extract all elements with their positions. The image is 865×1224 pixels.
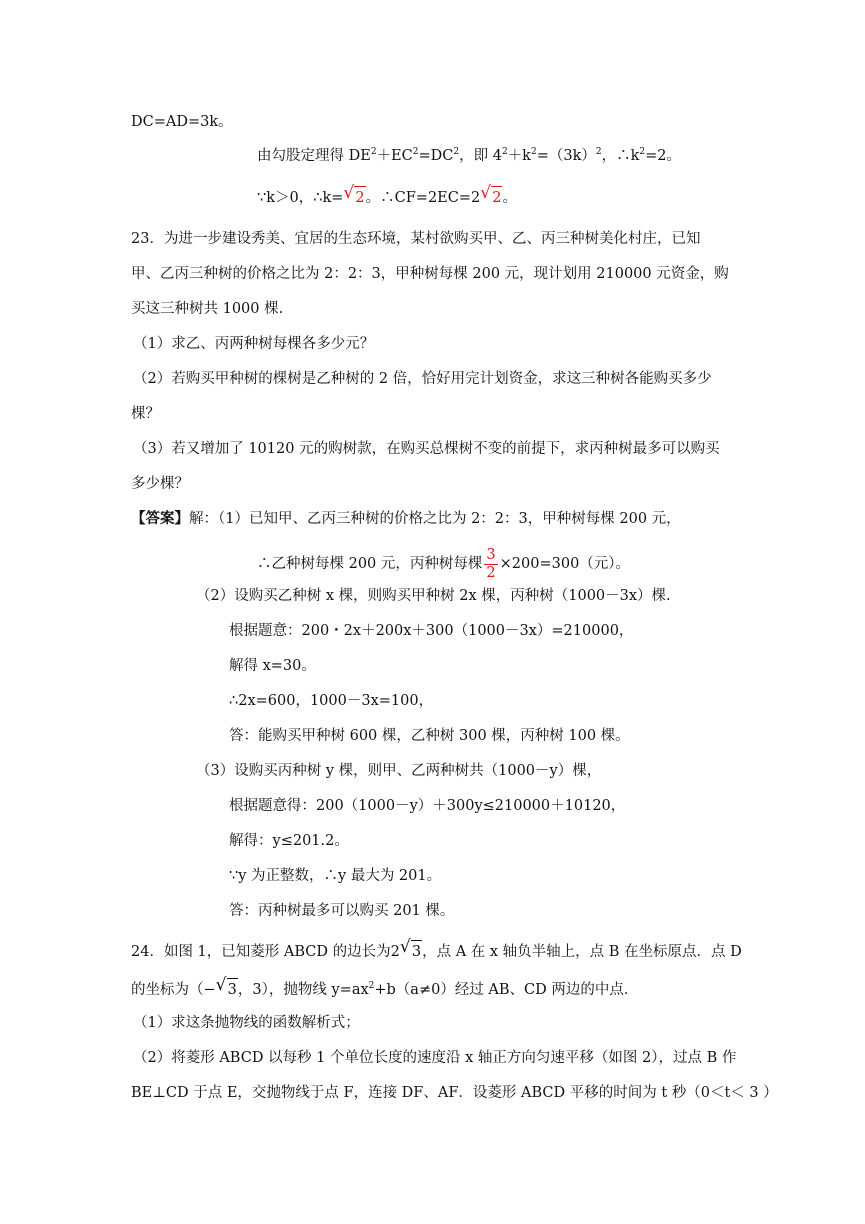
pythagorean-line: 由勾股定理得 $DE^2+EC^2=DC^2$，即 $4^2+k^2=(3k)^2$，$\therefore k^2=2$。	[257, 147, 682, 164]
q24-part-2: （2）将菱形 ABCD 以每秒 1 个单位长度的速度沿 x 轴正方向匀速平移（如图 2），过点 B 作	[133, 1050, 737, 1066]
sqrt-expression: √ 3	[399, 937, 422, 960]
sqrt-expression: √ 2	[343, 183, 365, 206]
q23-part-3: 多少棵？	[131, 476, 189, 492]
q24-stem: 的坐标为（− √ 3，3），抛物线 $y=ax^2+b(a\ne 0)$经过 AB、CD 两边的中点．	[131, 975, 639, 998]
sqrt-expression: √ 2	[480, 183, 502, 206]
answer-line: 答：能购买甲种树 600 棵，乙种树 300 棵，丙种树 100 棵。	[229, 728, 630, 744]
q23-stem: 23．为进一步建设秀美、宜居的生态环境，某村欲购买甲、乙、丙三种树美化村庄，已知	[131, 231, 701, 247]
q24-part-1: （1）求这条抛物线的函数解析式；	[133, 1015, 360, 1031]
answer-line: 解得 x=30。	[229, 658, 316, 674]
answer-line: ∵y 为正整数，∴y 最大为 201。	[229, 868, 442, 884]
q24-stem: 24．如图 1，已知菱形 ABCD 的边长为2 √ 3，点 A 在 x 轴负半轴上，点 B 在坐标原点．点 D	[131, 937, 742, 960]
q23-part-1: （1）求乙、丙两种树每棵各多少元？	[133, 336, 375, 352]
answer-tag: 【答案】	[131, 511, 189, 527]
q23-stem: 甲、乙丙三种树的价格之比为 2：2：3，甲种树每棵 200 元，现计划用 210000 元资金，购	[131, 266, 729, 282]
answer-line: （3）设购买丙种树 y 棵，则甲、乙两种树共（1000－y）棵，	[196, 763, 602, 779]
q23-part-3: （3）若又增加了 10120 元的购树款，在购买总棵树不变的前提下，求丙种树最多可以购买	[133, 441, 720, 457]
answer-line: 答：丙种树最多可以购买 201 棵。	[229, 903, 455, 919]
k-value-line: ∵k＞0，∴k= √ 2。∴CF=2EC=2 √ 2。	[257, 183, 517, 206]
sqrt-expression: √ 3	[215, 975, 237, 998]
answer-line: 【答案】解：（1）已知甲、乙丙三种树的价格之比为 2：2：3，甲种树每棵 200 元，	[131, 511, 681, 527]
q23-part-2: 棵？	[131, 406, 160, 422]
q24-part-2: BE⊥CD 于点 E，交抛物线于点 F，连接 DF、AF．设菱形 ABCD 平移的时间为 t 秒（0＜t＜ 3 ）	[131, 1085, 778, 1101]
answer-line: 根据题意：200・2x＋200x＋300（1000－3x）=210000，	[229, 623, 634, 639]
q23-stem: 买这三种树共 1000 棵.	[131, 301, 284, 317]
answer-line: （2）设购买乙种树 x 棵，则购买甲种树 2x 棵，丙种树（1000－3x）棵.	[196, 588, 671, 604]
answer-line: ∴2x=600，1000－3x=100，	[229, 693, 434, 709]
text-line: DC=AD=3k。	[131, 114, 233, 130]
answer-line: ∴乙种树每棵 200 元，丙种树每棵 $\frac{3}{2}$ ×200=300（元）。	[257, 546, 631, 581]
answer-line: 根据题意得：200（1000－y）＋300y≤210000＋10120，	[229, 798, 626, 814]
answer-line: 解得：y≤201.2。	[229, 833, 349, 849]
fraction: $\frac{3}{2}$	[486, 546, 496, 581]
q23-part-2: （2）若购买甲种树的棵树是乙种树的 2 倍，恰好用完计划资金，求这三种树各能购买多少	[133, 371, 712, 387]
